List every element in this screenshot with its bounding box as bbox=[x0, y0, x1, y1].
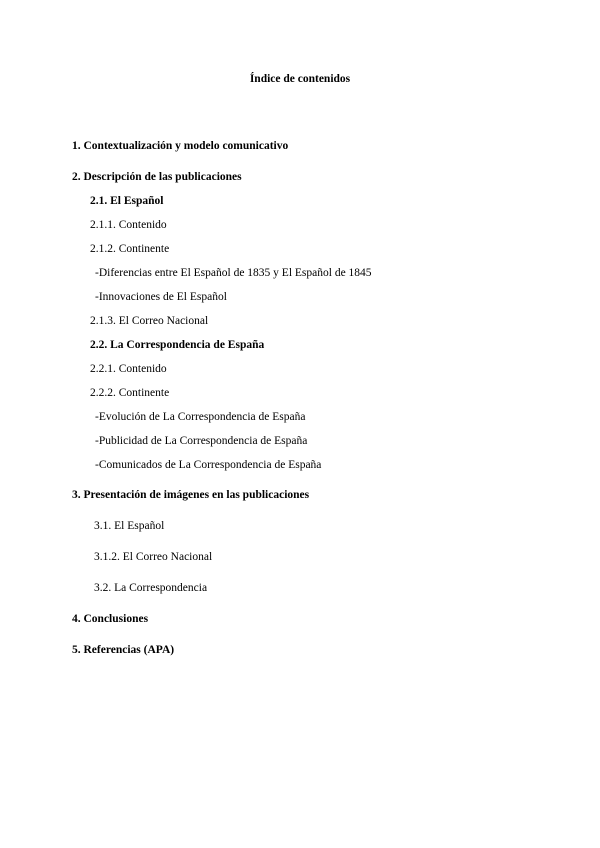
toc-entry-3-1-2: 3.1.2. El Correo Nacional bbox=[94, 551, 213, 563]
toc-subentry-diferencias: -Diferencias entre El Español de 1835 y El Español de 1845 bbox=[95, 267, 372, 279]
toc-entry-2-2: 2.2. La Correspondencia de España bbox=[90, 339, 265, 351]
toc-entry-1: 1. Contextualización y modelo comunicativo bbox=[72, 140, 289, 152]
toc-entry-2-1-2: 2.1.2. Continente bbox=[90, 243, 170, 255]
toc-entry-2-1: 2.1. El Español bbox=[90, 195, 164, 207]
toc-subentry-publicidad: -Publicidad de La Correspondencia de España bbox=[95, 435, 308, 447]
toc-title: Índice de contenidos bbox=[249, 73, 351, 85]
toc-subentry-innovaciones: -Innovaciones de El Español bbox=[95, 291, 227, 303]
toc-subentry-evolucion: -Evolución de La Correspondencia de España bbox=[95, 411, 306, 423]
toc-entry-5: 5. Referencias (APA) bbox=[72, 644, 175, 656]
toc-entry-2-2-2: 2.2.2. Continente bbox=[90, 387, 170, 399]
toc-entry-2-2-1: 2.2.1. Contenido bbox=[90, 363, 167, 375]
toc-entry-3-1: 3.1. El Español bbox=[94, 520, 165, 532]
toc-entry-3: 3. Presentación de imágenes en las publicaciones bbox=[72, 489, 310, 501]
toc-subentry-comunicados: -Comunicados de La Correspondencia de España bbox=[95, 459, 322, 471]
toc-entry-3-2: 3.2. La Correspondencia bbox=[94, 582, 208, 594]
toc-entry-2-1-3: 2.1.3. El Correo Nacional bbox=[90, 315, 209, 327]
toc-entry-2: 2. Descripción de las publicaciones bbox=[72, 171, 242, 183]
toc-entry-2-1-1: 2.1.1. Contenido bbox=[90, 219, 167, 231]
toc-entry-4: 4. Conclusiones bbox=[72, 613, 149, 625]
